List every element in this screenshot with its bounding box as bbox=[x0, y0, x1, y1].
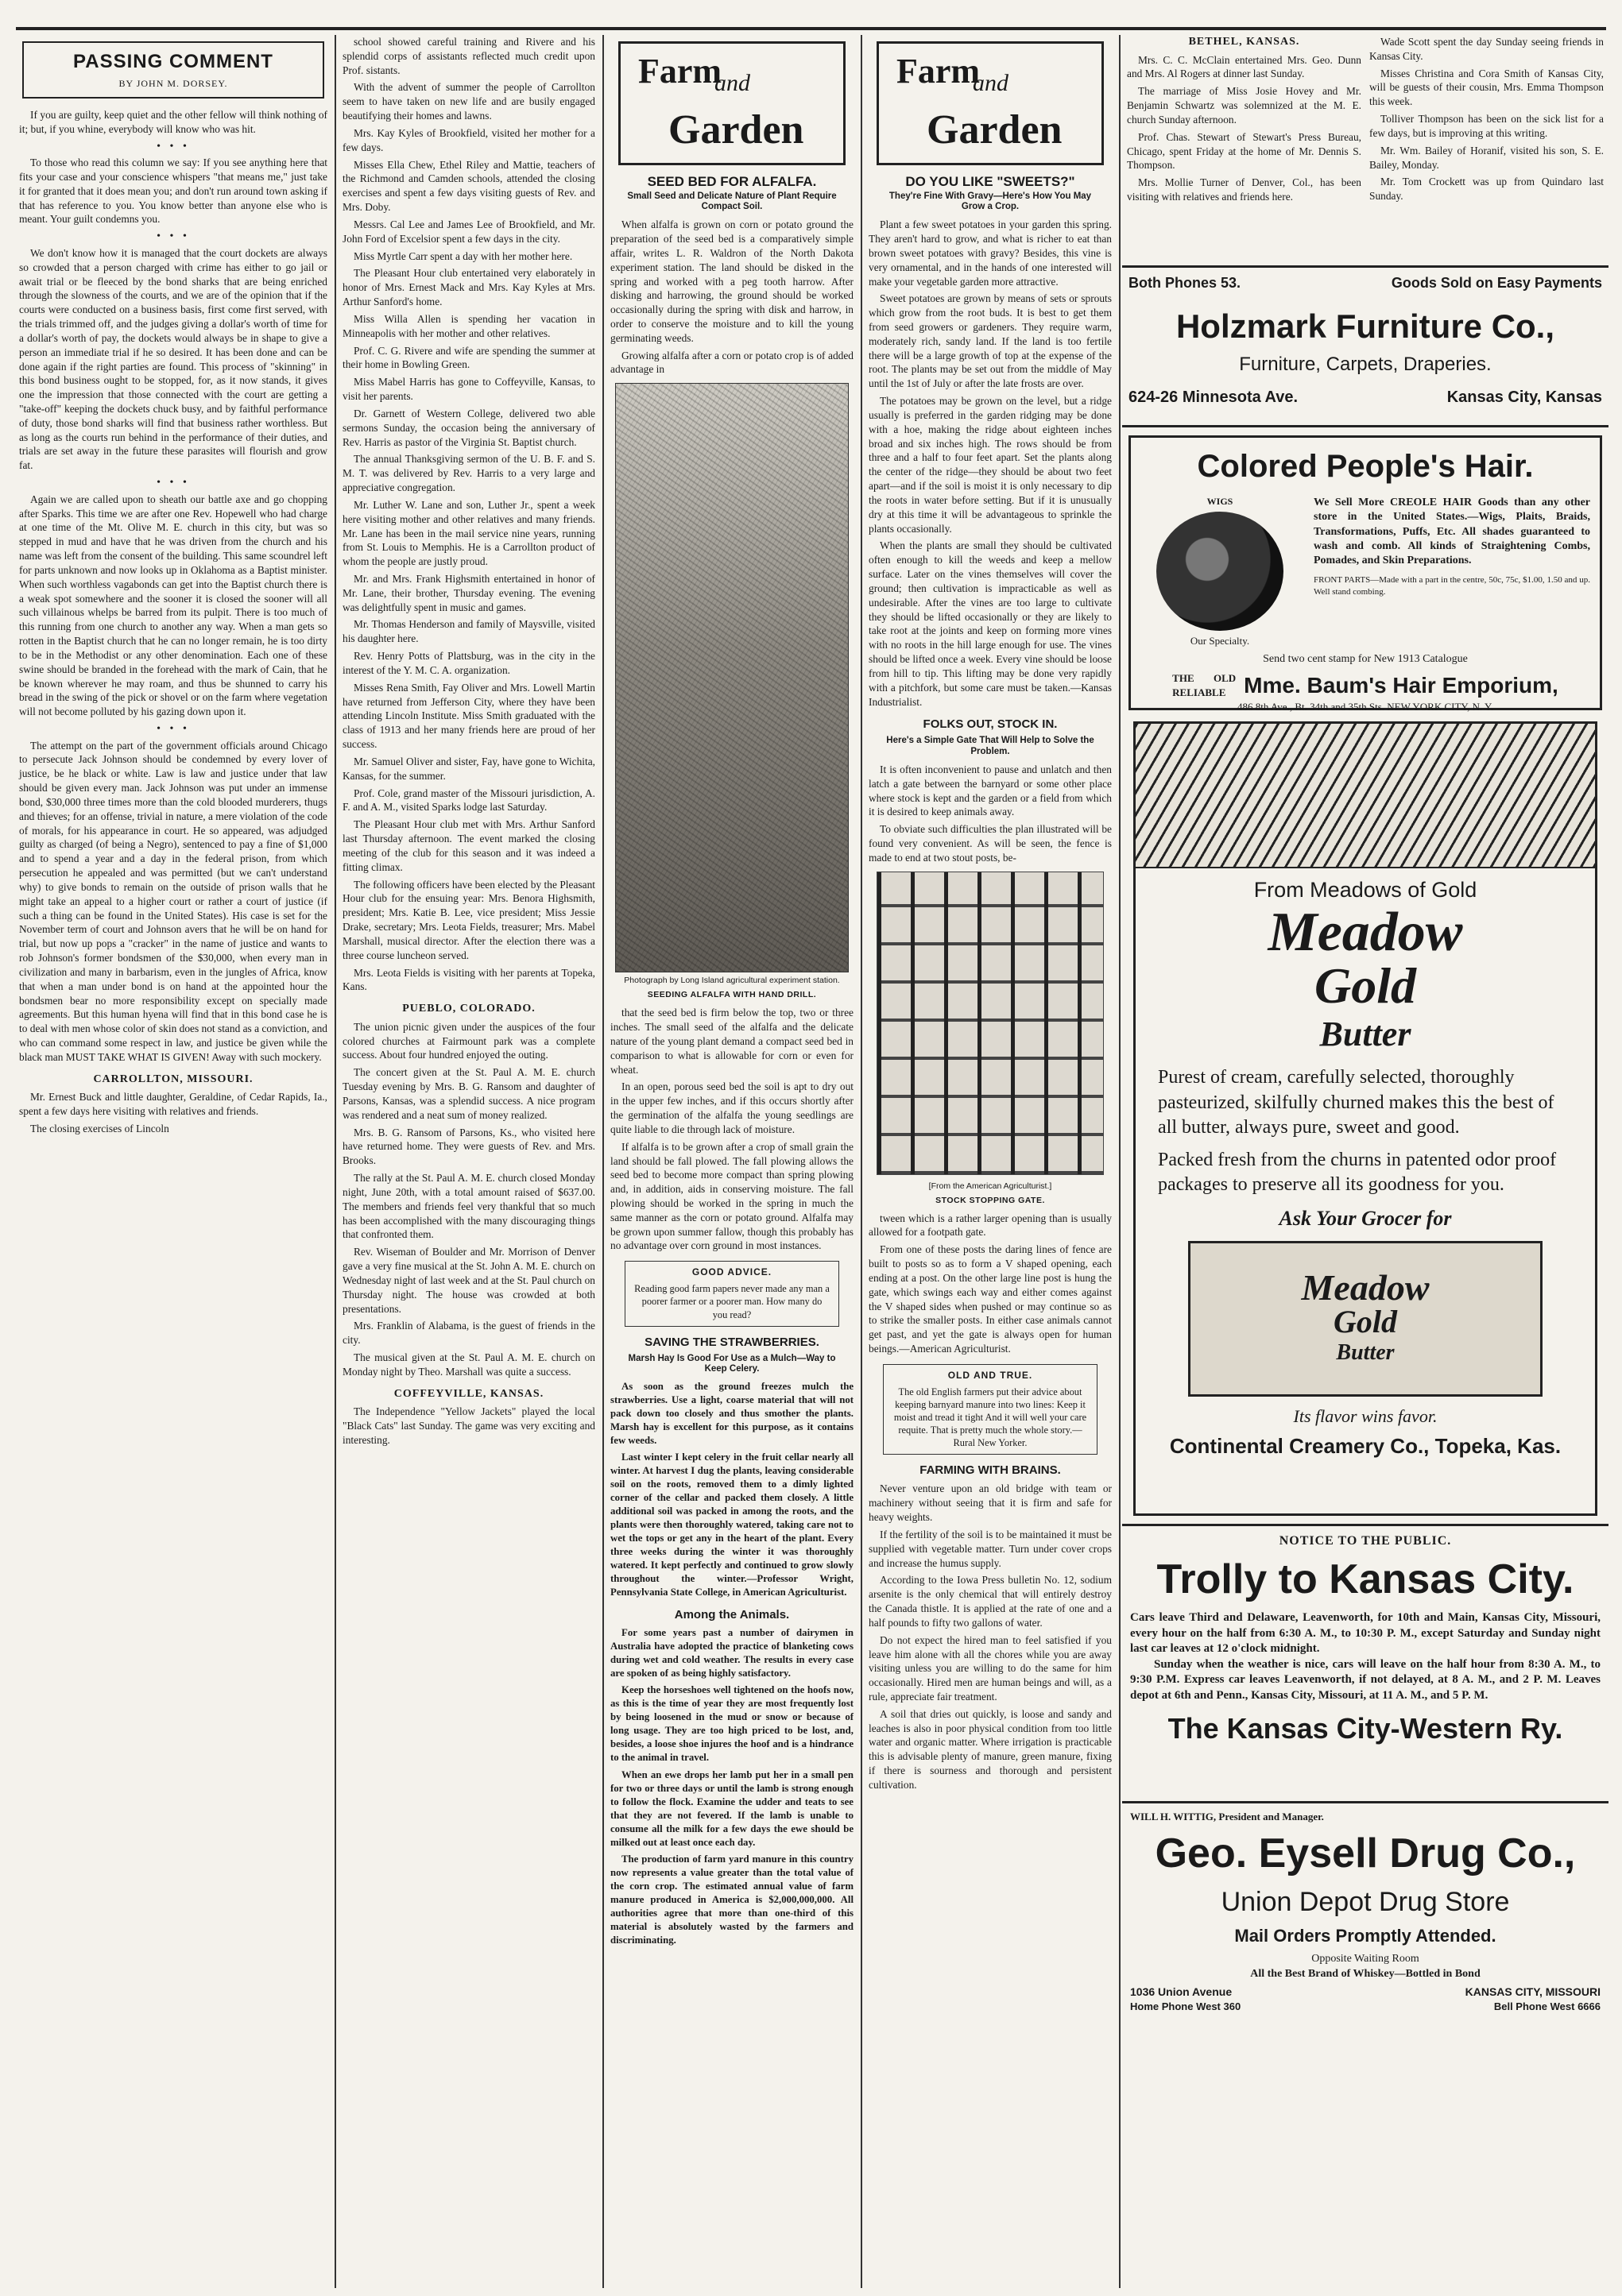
paragraph: The marriage of Miss Josie Hovey and Mr. Benjamin Schwartz was solemnized at the M. E. church Sunday afternoon. bbox=[1127, 85, 1361, 126]
hair-catalogue: Send two cent stamp for New 1913 Catalogue bbox=[1263, 653, 1468, 666]
hair-old-reliable: THE OLD RELIABLE bbox=[1172, 672, 1237, 698]
paragraph: When alfalfa is grown on corn or potato ground the preparation of the seed bed is a comparatively simple affair, writes L. R. Waldron of the North Dakota experiment station. The land should be disked in the spring and worked with a peg tooth harrow. After disking and harrowing, the ground should be worked occasionally during the spring with disk and harrow, in order to conserve the moisture and to kill the young germinating weeds. bbox=[610, 218, 854, 344]
drug-city: KANSAS CITY, MISSOURI bbox=[1465, 1985, 1601, 1999]
drug-phone-row bbox=[1130, 2000, 1601, 2013]
column-passing-comment bbox=[14, 35, 332, 2288]
farm-garden-masthead bbox=[618, 41, 846, 165]
paragraph: When the plants are small they should be cultivated often enough to kill the weeds and keep a mellow surface. Later on the vines themselves will cover the ground; then cultivation is impracticable as well as undesirable. After the vines are too large to cultivate they should be lifted occasionally or they are likely to take root at the joints and keep on forming more vines with no roots in the hill large enough for use. The vines should be lifted once a week. Every vine should be loose from hill to tip. This lifting may be done very rapidly with a pitchfork, but some care must be taken.—Kansas Industrialist. bbox=[869, 539, 1112, 708]
paragraph: Mr. Thomas Henderson and family of Maysville, visited his daughter here. bbox=[343, 618, 595, 645]
masthead-word-farm: Farm bbox=[896, 52, 981, 91]
paragraph: Prof. C. G. Rivere and wife are spending the summer at their home in Bowling Green. bbox=[343, 344, 595, 371]
gate-caption: [From the American Agriculturist.] bbox=[928, 1181, 1052, 1191]
paragraph: Rev. Henry Potts of Plattsburg, was in the city in the interest of the Y. M. C. A. organization. bbox=[343, 650, 595, 676]
drug-home-phone: Home Phone West 360 bbox=[1130, 2000, 1241, 2012]
paragraph: Messrs. Cal Lee and James Lee of Brookfield, and Mr. John Ford of Excelsior spent a few days in the city. bbox=[343, 218, 595, 245]
place-heading-bethel: BETHEL, KANSAS. bbox=[1188, 36, 1300, 48]
photo-caption: Photograph by Long Island agricultural experiment station. bbox=[624, 976, 840, 986]
hair-ad-body bbox=[1140, 496, 1590, 647]
drug-address-row bbox=[1130, 1985, 1601, 2000]
section-stars: • • • bbox=[157, 722, 190, 735]
old-and-true-body: The old English farmers put their advice about keeping barnyard manure into two lines: Keep it moist and tread it tight And it will well your care requite. That is pretty much the whole story.—Rural New Yorker. bbox=[893, 1386, 1087, 1449]
passing-comment-title-box bbox=[22, 41, 324, 99]
paragraph: If alfalfa is to be grown after a crop of small grain the land should be fall plowed. The fall plowing allows the seed bed to become more compact than spring plowing and, in addition, aids in conserving moisture. The fall plowing should be worked in the spring in much the same manner as the corn or potato ground. Alfalfa may be grown upon summer fallow, though this probably has no advantage over corn ground in most instances. bbox=[610, 1140, 854, 1252]
butter-from-meadows: From Meadows of Gold bbox=[1253, 878, 1477, 902]
bethel-subcol-left bbox=[1127, 35, 1361, 265]
meadow-gold-butter-ad bbox=[1133, 721, 1597, 1516]
top-rule bbox=[16, 27, 1606, 30]
place-heading-coffeyville: COFFEYVILLE, KANSAS. bbox=[393, 1387, 544, 1400]
paragraph: school showed careful training and Rivere and his splendid corps of assistants reflected much credit upon Prof. sistants. bbox=[343, 36, 595, 76]
paragraph: Mr. and Mrs. Frank Highsmith entertained in honor of Mr. Lane, their brother, Thursday evening. The evening was delightfully spent in music and games. bbox=[343, 572, 595, 613]
paragraph: Wade Scott spent the day Sunday seeing friends in Kansas City. bbox=[1369, 36, 1604, 62]
hair-ad-title: Colored People's Hair. bbox=[1197, 449, 1534, 484]
paragraph: When an ewe drops her lamb put her in a small pen for two or three days or until the lamb is strong enough to follow the flock. Examine the udder and teats to see that they are not fevered. If the lamb is unable to consume all the milk for a few days the ewe should be milked out at least once each day. bbox=[610, 1768, 854, 1848]
paragraph: The concert given at the St. Paul A. M. E. church Tuesday evening by Mrs. B. G. Ransom and daughter of Parsons, Kansas, was a splendid success. A nice program was rendered and a neat sum of money realized. bbox=[343, 1066, 595, 1121]
paragraph: Misses Christina and Cora Smith of Kansas City, will be guests of their cousin, Mrs. Emma Thompson this week. bbox=[1369, 67, 1604, 108]
strawberries-body bbox=[610, 1380, 854, 1599]
paragraph: The annual Thanksgiving sermon of the U. B. F. and S. M. T. was delivered by Rev. Harris to a very large and appreciative congregation. bbox=[343, 453, 595, 494]
masthead-word-garden: Garden bbox=[927, 107, 1063, 153]
paragraph: Mr. Ernest Buck and little daughter, Geraldine, of Cedar Rapids, Ia., spent a few days here visiting with relatives and friends. bbox=[19, 1091, 327, 1118]
masthead-word-and: and bbox=[973, 70, 1008, 96]
paragraph: The union picnic given under the auspices of the four colored churches at Fairmount park was a complete success. About four hundred enjoyed the outing. bbox=[343, 1020, 595, 1061]
column-rule bbox=[602, 35, 604, 2288]
furniture-company-name: Holzmark Furniture Co., bbox=[1175, 307, 1555, 345]
stock-gate-illustration bbox=[877, 872, 1104, 1175]
paragraph: that the seed bed is firm below the top, two or three inches. The small seed of the alfalfa and the delicate nature of the young plant demand a compact seed bed in comparison to what is allowable for corn or even for wheat. bbox=[610, 1007, 854, 1076]
column-local-news bbox=[338, 35, 600, 2288]
wig-image bbox=[1156, 512, 1283, 631]
paragraph: Mrs. Franklin of Alabama, is the guest of friends in the city. bbox=[343, 1320, 595, 1347]
paragraph: The Independence "Yellow Jackets" played the local "Black Cats" last Sunday. The game was very exciting and interesting. bbox=[343, 1405, 595, 1446]
good-advice-title: GOOD ADVICE. bbox=[691, 1266, 772, 1278]
masthead-word-garden: Garden bbox=[668, 107, 804, 153]
paragraph: The potatoes may be grown on the level, but a ridge usually is preferred in the garden ridging may be done with a hoe, making the ridge about eighteen inches broad and six inches high. The rows should be from three and a half to four feet apart. Set the plants along the center of the ridge—they should be about two feet apart—and if the soil is moist it is only necessary to dip the roots in water before setting. But if it is unusually dry at this time it will be advantageous to sprinkle the plants occasionally. bbox=[869, 395, 1112, 535]
old-and-true-title: OLD AND TRUE. bbox=[947, 1369, 1033, 1381]
deck-sweets: They're Fine With Gravy—Here's How You May Grow a Crop. bbox=[888, 191, 1092, 212]
deck-strawberries: Marsh Hay Is Good For Use as a Mulch—Way to Keep Celery. bbox=[628, 1353, 836, 1374]
passing-comment-title: PASSING COMMENT bbox=[73, 51, 273, 72]
paragraph: Plant a few sweet potatoes in your garden this spring. They aren't hard to grow, and what is richer to eat than brown sweet potatoes with gravy? Besides, this vine is very ornamental, and in the hands of one interested will make your vegetable garden more attractive. bbox=[869, 218, 1112, 288]
butter-text-1: Purest of cream, carefully selected, thoroughly pasteurized, skilfully churned makes this the best of all butter, always pure, sweet and good. bbox=[1158, 1067, 1554, 1138]
package-brand-gold: Gold bbox=[1334, 1304, 1397, 1340]
paragraph: Again we are called upon to sheath our battle axe and go chopping after Sparks. This time we are after one Rev. Hopewell who had charge at one time of the Mt. Olive M. E. church in this city, but was so stepped in mud and have that he was driven from the church and his name was left from the consent of the building. This same scoundrel left for parts unknown and now looks up in Oklahoma as a Baptist minister. When such worthless vagabonds can get into the Baptist church there is a weak spot somewhere and the sooner it is closed the sooner will all such villainous whelps be barred from its pulpit. There is too much of this running from one church to another any way. When a man gets so rotten in the Baptist church that he can no longer remain, he is too dirty to be in the Methodist or any other denomination. Each one of these swine should be branded in the forehead with the mark of Cain, that he be known wherever he may roam, and thus be shunned to carry his bread in the swing of the pick or shovel or on the farm where vegetation will not become polluted by his gazing down upon it. bbox=[19, 493, 327, 718]
paragraph: Mrs. B. G. Ransom of Parsons, Ks., who visited here have returned home. They were guests of Rev. and Mrs. Brooks. bbox=[343, 1126, 595, 1167]
hair-emporium-row bbox=[1140, 671, 1590, 700]
trolly-text: Cars leave Third and Delaware, Leavenworth, for 10th and Main, Kansas City, Missouri, every hour on the half from 6:30 A. M., to 10:30 P. M., except Saturday and Sunday night last car leaves at 12 o'clock midnight. bbox=[1130, 1611, 1601, 1656]
paragraph: If the fertility of the soil is to be maintained it must be supplied with vegetable matter. Turn under cover crops and increase the humus supply. bbox=[869, 1528, 1112, 1569]
bethel-news bbox=[1122, 35, 1608, 268]
butter-company: Continental Creamery Co., Topeka, Kas. bbox=[1169, 1434, 1562, 1459]
paragraph: Mr. Luther W. Lane and son, Luther Jr., spent a week here visiting mother and other relatives and many friends. Mr. Lane has been in the mail service nine years, running from St. Louis to Memphis. He is a Carrollton product of whom the people are justly proud. bbox=[343, 498, 595, 568]
trolly-ad bbox=[1122, 1524, 1608, 1803]
paragraph: According to the Iowa Press bulletin No. 12, sodium arsenite is the only chemical that will entirely destroy the Canada thistle. It is applied at the rate of one and a half pounds to fifty two gallons of water. bbox=[869, 1574, 1112, 1629]
trolly-notice: NOTICE TO THE PUBLIC. bbox=[1279, 1534, 1452, 1548]
hair-emporium-name: Mme. Baum's Hair Emporium, bbox=[1244, 673, 1558, 698]
gate-subcaption: STOCK STOPPING GATE. bbox=[935, 1195, 1045, 1205]
butter-text-2: Packed fresh from the churns in patented odor proof packages to preserve all its goodness for you. bbox=[1158, 1149, 1557, 1196]
headline-seed-bed: SEED BED FOR ALFALFA. bbox=[647, 174, 817, 189]
alfalfa-photograph bbox=[615, 383, 849, 972]
furniture-line: Furniture, Carpets, Draperies. bbox=[1239, 353, 1492, 375]
paragraph: Growing alfalfa after a corn or potato crop is of added advantage in bbox=[610, 349, 854, 376]
paragraph: Mr. Wm. Bailey of Horanif, visited his son, S. E. Bailey, Monday. bbox=[1369, 144, 1604, 171]
drug-company-name: Geo. Eysell Drug Co., bbox=[1155, 1830, 1576, 1877]
drug-bell-phone: Bell Phone West 6666 bbox=[1493, 2000, 1601, 2012]
column-farm-garden-1 bbox=[606, 35, 858, 2288]
furniture-payments: Goods Sold on Easy Payments bbox=[1391, 275, 1602, 291]
column-ads bbox=[1122, 35, 1608, 2288]
good-advice-body: Reading good farm papers never made any man a poorer farmer or a poorer man. How many do you read? bbox=[634, 1283, 830, 1320]
headline-folks-out: FOLKS OUT, STOCK IN. bbox=[923, 717, 1058, 732]
paragraph: Mr. Samuel Oliver and sister, Fay, have gone to Wichita, Kansas, for the summer. bbox=[343, 755, 595, 782]
drug-store-line: Union Depot Drug Store bbox=[1221, 1887, 1510, 1918]
baum-hair-ad bbox=[1128, 435, 1602, 713]
package-brand-meadow: Meadow bbox=[1301, 1267, 1430, 1308]
package-butter: Butter bbox=[1336, 1340, 1395, 1366]
section-stars: • • • bbox=[157, 477, 190, 489]
section-stars: • • • bbox=[157, 230, 190, 243]
place-heading-carrollton: CARROLLTON, MISSOURI. bbox=[93, 1073, 254, 1085]
paragraph: To obviate such difficulties the plan illustrated will be found very convenient. As will be seen, the fence is made to end at two stout posts, be- bbox=[869, 823, 1112, 864]
paragraph: Mrs. Kay Kyles of Brookfield, visited her mother for a few days. bbox=[343, 126, 595, 153]
deck-folks-out: Here's a Simple Gate That Will Help to Solve the Problem. bbox=[886, 736, 1094, 757]
eysell-drug-ad bbox=[1122, 1803, 1608, 2047]
good-advice-box bbox=[625, 1261, 839, 1326]
hair-specialty: Our Specialty. bbox=[1190, 635, 1250, 647]
drug-manager: WILL H. WITTIG, President and Manager. bbox=[1130, 1811, 1324, 1822]
column-rule bbox=[335, 35, 336, 2288]
paragraph: A soil that dries out quickly, is loose and sandy and leaches is also in poor physical condition from too little water and organic matter. Where irrigation is practicable this is advisable plenty of manure, green manure, fixing if there is sourness and thorough and persistent cultivation. bbox=[869, 1707, 1112, 1791]
bethel-subcol-right bbox=[1369, 35, 1604, 265]
animals-body bbox=[610, 1626, 854, 1946]
headline-among-animals: Among the Animals. bbox=[674, 1608, 790, 1622]
masthead-word-and: and bbox=[714, 70, 750, 96]
butter-package bbox=[1188, 1241, 1543, 1397]
paragraph: Mr. Tom Crockett was up from Quindaro last Sunday. bbox=[1369, 176, 1604, 203]
paragraph: Mrs. Leota Fields is visiting with her parents at Topeka, Kans. bbox=[343, 966, 595, 993]
furniture-ad-top-row bbox=[1128, 274, 1602, 293]
paragraph: Do not expect the hired man to feel satisfied if you leave him alone with all the chores while you are away visiting unless you are willing to do the same for him occasionally. Hired men are human beings and will, as a rule, appreciate fair treatment. bbox=[869, 1633, 1112, 1703]
paragraph: Miss Willa Allen is spending her vacation in Minneapolis with her mother and other relatives. bbox=[343, 312, 595, 339]
trolly-text-2: Sunday when the weather is nice, cars will leave on the half hour from 8:30 A. M., to 9:30 P.M. Express car leaves Leavenworth, if not delayed, at 8 A. M., and 2 P. M. Leaves depot at 6th and Penn., Kansas City, Missouri, at 11 A. M., and 5 P. M. bbox=[1130, 1657, 1601, 1702]
hair-wigs-label: WIGS bbox=[1206, 496, 1233, 508]
furniture-address: 624-26 Minnesota Ave. bbox=[1128, 388, 1299, 406]
headline-sweets: DO YOU LIKE "SWEETS?" bbox=[905, 174, 1075, 189]
paragraph: We don't know how it is managed that the court dockets are always so crowded that a person charged with crime has either to go jail or await trial or be fleeced by the bond sharks that are being enriched through the slowness of the courts, and we are of the opinion that if the courts were conducted on a business basis, first come first served, with the trials trimmed off, and the judges giving a dollar's worth of time for a dollar's worth of pay, the dockets would always be in shape to give a person an immediate trial if he so desired. It has been done and can be done again if the right parties are found. This process of "skinning" in this bond business ought to be stopped, for, as it now stands, it gives one the impression that those connected with the court are getting a "take-off" keeping the dockets chuck busy, and by faithful performance of duty, those bond sharks will find that business rather worthless. But as long as the courts run behind in the performance of their duties, and trials are set away in the future these parasites will flourish and grow fat. bbox=[19, 246, 327, 472]
paragraph: The attempt on the part of the government officials around Chicago to persecute Jack Johnson should be condemned by every lover of justice, be he black or white. Law is law and justice under that law should be given every man. Jack Johnson was put under an immense bond, $30,000 three times more than the cold blooded murderers, thugs and thieves; for an offense, trivial in nature, a mere violation of the code of morals, for his appearance in court. He so appeared, was adjudged guilty as charged (of being a Negro), sentenced to pay a fine of $1,000 and to spend a year and a day in the federal prison, from which persecution he appealed and was permitted (but we can't understand why) to give bonds to remain on the outside of prison walls that he might take an appeal to a higher court or rather a court of justice (if such a thing can be found in the United States). His case is set for the November term of court and Johnson avers that he will be on hand for trial, but now up pops a "cracker" in the name of justice and wants to rob Johnson's former bondsmen of the $30,000, when every man in civilization and many in barbarism, even in the jungles of Africa, know that when a man under bond is on hand at the appointed hour the bondsmen bear no more responsibility except on specially made agreements. But this human hyena will find that in this bond case he is to deal with men whose color of skin does not stand as a conviction, and who can command some respect in law, and justice be given while the black man MUST TAKE WHAT IS GIVEN! Away with such mockery. bbox=[19, 739, 327, 1063]
drug-opposite: Opposite Waiting Room bbox=[1311, 1952, 1419, 1965]
holzmark-furniture-ad bbox=[1122, 268, 1608, 427]
paragraph: Prof. Cole, grand master of the Missouri jurisdiction, A. F. and A. M., visited Sparks lodge last Saturday. bbox=[343, 787, 595, 814]
paragraph: The following officers have been elected by the Pleasant Hour club for the ensuing year: Mrs. Benora Highsmith, president; Mrs. Katie B. Lee, vice president; Miss Jessie Drake, secretary; Mrs. Leota Fields, treasurer; Mrs. Mabel Marshall, musical director. After the election there was a three course luncheon served. bbox=[343, 878, 595, 961]
column-rule bbox=[861, 35, 862, 2288]
headline-farming-brains: FARMING WITH BRAINS. bbox=[919, 1463, 1061, 1478]
butter-word: Butter bbox=[1319, 1014, 1411, 1053]
paragraph: To those who read this column we say: If you see anything here that fits your case and your conscience whispers "that means me," just take it for granted that it does mean you; and don't run around town asking if that has reference to you. You know better than anyone else who is meant. Your guilt condemns you. bbox=[19, 157, 327, 226]
butter-flavor: Its flavor wins favor. bbox=[1293, 1405, 1438, 1426]
butter-ask-grocer: Ask Your Grocer for bbox=[1279, 1207, 1452, 1231]
paragraph: If you are guilty, keep quiet and the other fellow will think nothing of it; but, if you whine, everybody will know who was hit. bbox=[19, 108, 327, 135]
paragraph: Last winter I kept celery in the fruit cellar nearly all winter. At harvest I dug the plants, leaving considerable soil on the roots, removed them to a dimly lighted corner of the cellar and packed them closely. A little additional soil was packed in among the roots, and the plants were then thoroughly watered, taking care not to wet the tops or get any in the heart of the plant. Every three weeks during the winter it was thoroughly watered. It kept perfectly and continued to grow slowly throughout the winter.—Professor Wright, Pennsylvania State College, in American Agriculturist. bbox=[610, 1451, 854, 1598]
section-stars: • • • bbox=[157, 140, 190, 153]
paragraph: tween which is a rather larger opening than is usually allowed for a footpath gate. bbox=[869, 1212, 1112, 1239]
paragraph: Miss Myrtle Carr spent a day with her mother here. bbox=[354, 249, 573, 262]
old-and-true-box bbox=[883, 1364, 1097, 1455]
hair-front-parts: FRONT PARTS—Made with a part in the centre, 50c, 75c, $1.00, 1.50 and up. Well stand combing. bbox=[1314, 575, 1590, 597]
butter-ornament-band bbox=[1136, 724, 1595, 868]
paragraph: It is often inconvenient to pause and unlatch and then latch a gate between the barnyard or some other place where stock is kept and the garden or a field from which it is desired to keep animals away. bbox=[869, 763, 1112, 818]
paragraph: In an open, porous seed bed the soil is apt to dry out in the upper few inches, and if this occurs shortly after the germination of the alfalfa the young seedlings are quite liable to die through lack of moisture. bbox=[610, 1080, 854, 1135]
paragraph: Dr. Garnett of Western College, delivered two able sermons Sunday, the occasion being the anniversary of Rev. Harris as pastor of the Virginia St. Baptist church. bbox=[343, 407, 595, 448]
paragraph: Prof. Chas. Stewart of Stewart's Press Bureau, Chicago, spent Friday at the home of Mr. Dennis S. Thompson. bbox=[1127, 130, 1361, 172]
drug-address: 1036 Union Avenue bbox=[1130, 1985, 1233, 1999]
drug-whiskey: All the Best Brand of Whiskey—Bottled in Bond bbox=[1250, 1967, 1481, 1980]
paragraph: Tolliver Thompson has been on the sick list for a few days, but is improving at this writing. bbox=[1369, 113, 1604, 139]
hair-ad-text-block bbox=[1314, 496, 1590, 647]
headline-strawberries: SAVING THE STRAWBERRIES. bbox=[645, 1335, 819, 1349]
photo-subcaption: SEEDING ALFALFA WITH HAND DRILL. bbox=[647, 990, 817, 1000]
deck-seed-bed: Small Seed and Delicate Nature of Plant Require Compact Soil. bbox=[627, 191, 837, 212]
furniture-phones: Both Phones 53. bbox=[1128, 275, 1241, 291]
place-heading-pueblo: PUEBLO, COLORADO. bbox=[402, 1003, 536, 1015]
paragraph: For some years past a number of dairymen in Australia have adopted the practice of blanketing cows during wet and cold weather. The results in every case are spoken of as being highly satisfactory. bbox=[610, 1627, 854, 1679]
paragraph: The Pleasant Hour club met with Mrs. Arthur Sanford last Thursday afternoon. The event marked the closing meeting of the club for this season and it was indeed a fitting climax. bbox=[343, 818, 595, 873]
drug-mail-orders: Mail Orders Promptly Attended. bbox=[1234, 1925, 1496, 1946]
paragraph: Mrs. Mollie Turner of Denver, Col., has been visiting with relatives and friends here. bbox=[1127, 176, 1361, 203]
butter-brand-meadow: Meadow bbox=[1268, 901, 1463, 963]
masthead-word-farm: Farm bbox=[638, 52, 722, 91]
passing-comment-byline: BY JOHN M. DORSEY. bbox=[118, 77, 228, 89]
farm-garden-masthead bbox=[877, 41, 1104, 165]
paragraph: The Pleasant Hour club entertained very elaborately in honor of Mrs. Ernest Mack and Mrs. Kay Kyles at Mrs. Arthur Sanford's home. bbox=[343, 267, 595, 308]
paragraph: From one of these posts the daring lines of fence are built to posts so as to form a V shaped opening, each ending at a post. On the other large line post is hung the gate, which swings each way and either comes against the V shaped sides when pushed or may continue so as to strike the smaller posts. In either case animals cannot get past, and yet the gate is always open for human beings.—American Agriculturist. bbox=[869, 1243, 1112, 1355]
paragraph: The rally at the St. Paul A. M. E. church closed Monday night, June 20th, with a total amount raised of $637.00. The members and friends feel very thankful that so much has been accomplished with the many discouraging things that confronted them. bbox=[343, 1172, 595, 1241]
column-rule bbox=[1119, 35, 1121, 2288]
furniture-city: Kansas City, Kansas bbox=[1446, 388, 1602, 406]
paragraph: Keep the horseshoes well tightened on the hoofs now, as this is the time of year they are most frequently lost by being loosened in the mud or snow or because of long usage. They are too high priced to be lost, and, besides, a loose shoe injures the hoof and is a hindrance to the animal in travel. bbox=[610, 1684, 854, 1764]
paragraph: Sweet potatoes are grown by means of sets or sprouts which grow from the root buds. It is best to get them from seed growers or gardeners. They require warm, moderately rich, sandy land. If the land is too fertile there will be a large growth of top at the expense of the root. The plants may be set out from the middle of May until the 1st of July or after the late frosts are over. bbox=[869, 292, 1112, 390]
paragraph: Miss Mabel Harris has gone to Coffeyville, Kansas, to visit her parents. bbox=[343, 376, 595, 403]
furniture-address-row bbox=[1128, 387, 1602, 408]
paragraph: The closing exercises of Lincoln bbox=[30, 1122, 169, 1134]
paragraph: The musical given at the St. Paul A. M. E. church on Monday night by Theo. Marshall was quite a success. bbox=[343, 1351, 595, 1378]
hair-ad-image-block bbox=[1140, 496, 1299, 647]
hair-address: 486 8th Ave., Bt. 34th and 35th Sts. NEW YORK CITY, N. Y. bbox=[1237, 701, 1493, 713]
trolly-title: Trolly to Kansas City. bbox=[1156, 1556, 1574, 1603]
paragraph: Misses Rena Smith, Fay Oliver and Mrs. Lowell Martin have returned from Jefferson City, where they have been attending Lincoln Institute. Miss Smith graduated with the class of 1913 and her many friends here are proud of her success. bbox=[343, 681, 595, 751]
paragraph: With the advent of summer the people of Carrollton seem to have taken on new life and are busily engaged beautifying their homes and lawns. bbox=[343, 81, 595, 122]
paragraph: As soon as the ground freezes mulch the strawberries. Use a light, coarse material that will not pack down too closely and thus smother the plants. Marsh hay is excellent for this purpose, as it contains few weeds. bbox=[610, 1381, 854, 1447]
paragraph: Never venture upon an old bridge with team or machinery without seeing that it is firm and safe for heavy weights. bbox=[869, 1482, 1112, 1524]
trolly-company: The Kansas City-Western Ry. bbox=[1167, 1712, 1563, 1745]
hair-ad-text: We Sell More CREOLE HAIR Goods than any other store in the United States.—Wigs, Plaits, Braids, Transformations, Puffs, Etc. All shades guaranteed to wash and comb. All kinds of Straightening Combs, Pomades, and Skin Preparations. bbox=[1314, 497, 1590, 566]
paragraph: The production of farm yard manure in this country now represents a value greater than the total value of the corn crop. The estimated annual value of farm manure produced in America is $2,000,000,000. All authorities agree that more than one-third of this material is absolutely wasted by the farmers and discriminating. bbox=[610, 1853, 854, 1946]
column-farm-garden-2 bbox=[864, 35, 1117, 2288]
paragraph: Rev. Wiseman of Boulder and Mr. Morrison of Denver gave a very fine musical at the St. John A. M. E. church on Wednesday night of last week and at the St. Paul church on Thursday night. The house was crowded at both presentations. bbox=[343, 1246, 595, 1315]
paragraph: Mrs. C. C. McClain entertained Mrs. Geo. Dunn and Mrs. Al Rogers at dinner last Sunday. bbox=[1127, 53, 1361, 80]
butter-brand-gold: Gold bbox=[1314, 957, 1416, 1014]
paragraph: Misses Ella Chew, Ethel Riley and Mattie, teachers of the Richmond and Camden schools, attended the closing exercises and spent a few days visiting guests of Rev. and Mrs. Doby. bbox=[343, 158, 595, 214]
